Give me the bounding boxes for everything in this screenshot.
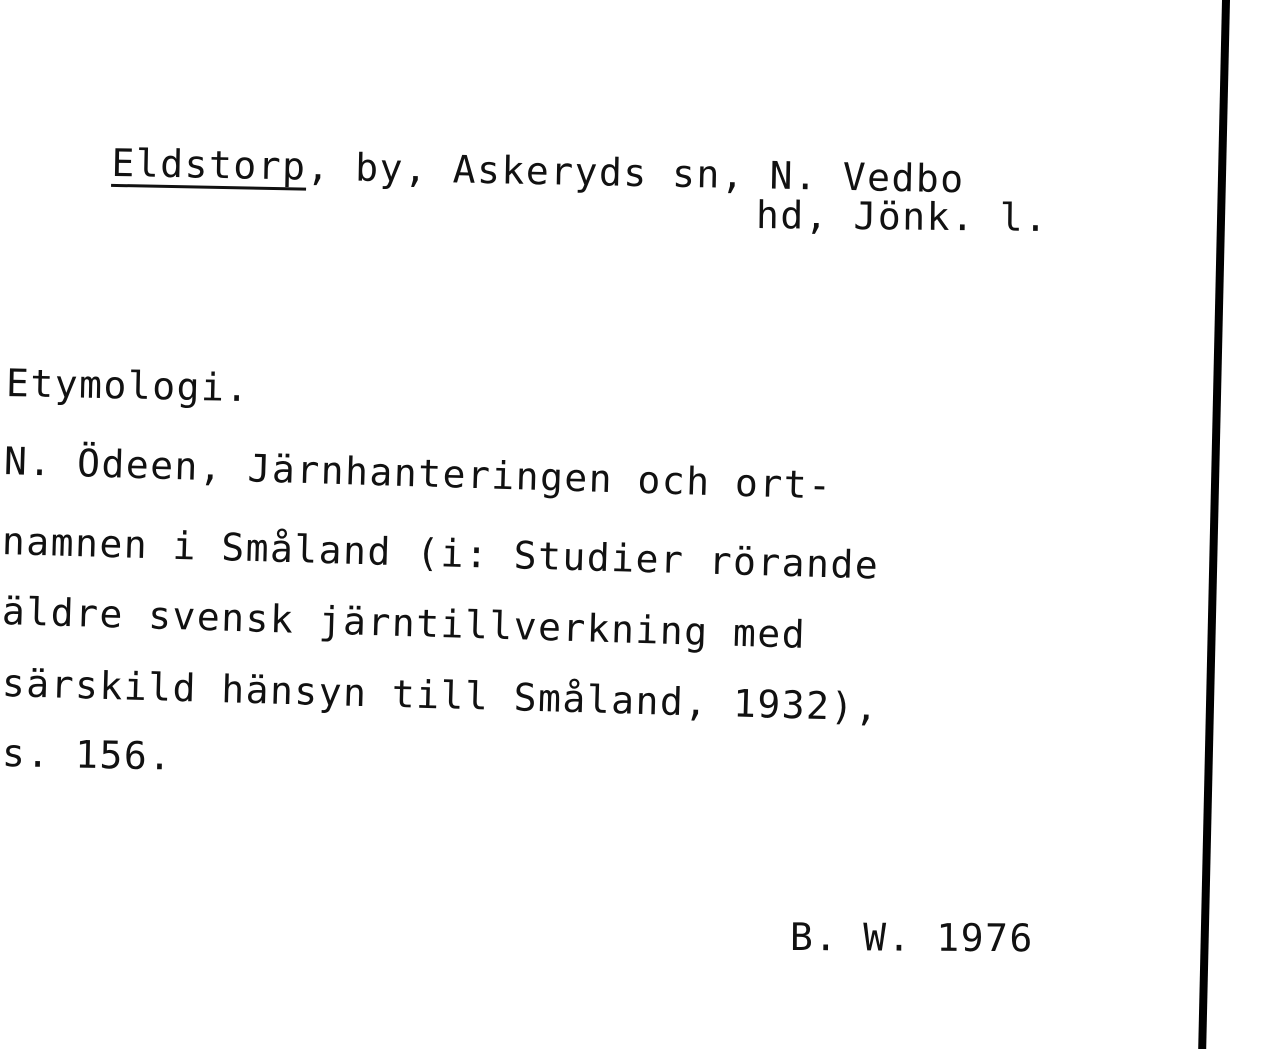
place-name: Eldstorp bbox=[111, 140, 307, 189]
card-edge-line bbox=[1198, 0, 1230, 1049]
body-line-5: s. 156. bbox=[1, 731, 174, 779]
heading-line-2: hd, Jönk. l. bbox=[755, 193, 1049, 241]
body-line-3: äldre svensk järntillverkning med bbox=[1, 589, 807, 657]
body-line-1: N. Ödeen, Järnhanteringen och ort- bbox=[3, 439, 834, 508]
body-line-2: namnen i Småland (i: Studier rörande bbox=[1, 519, 880, 588]
section-title: Etymologi. bbox=[5, 361, 251, 411]
signature: B. W. 1976 bbox=[789, 915, 1034, 961]
body-line-4: särskild hänsyn till Småland, 1932), bbox=[1, 661, 880, 730]
place-description: , by, Askeryds sn, N. Vedbo bbox=[306, 144, 966, 202]
